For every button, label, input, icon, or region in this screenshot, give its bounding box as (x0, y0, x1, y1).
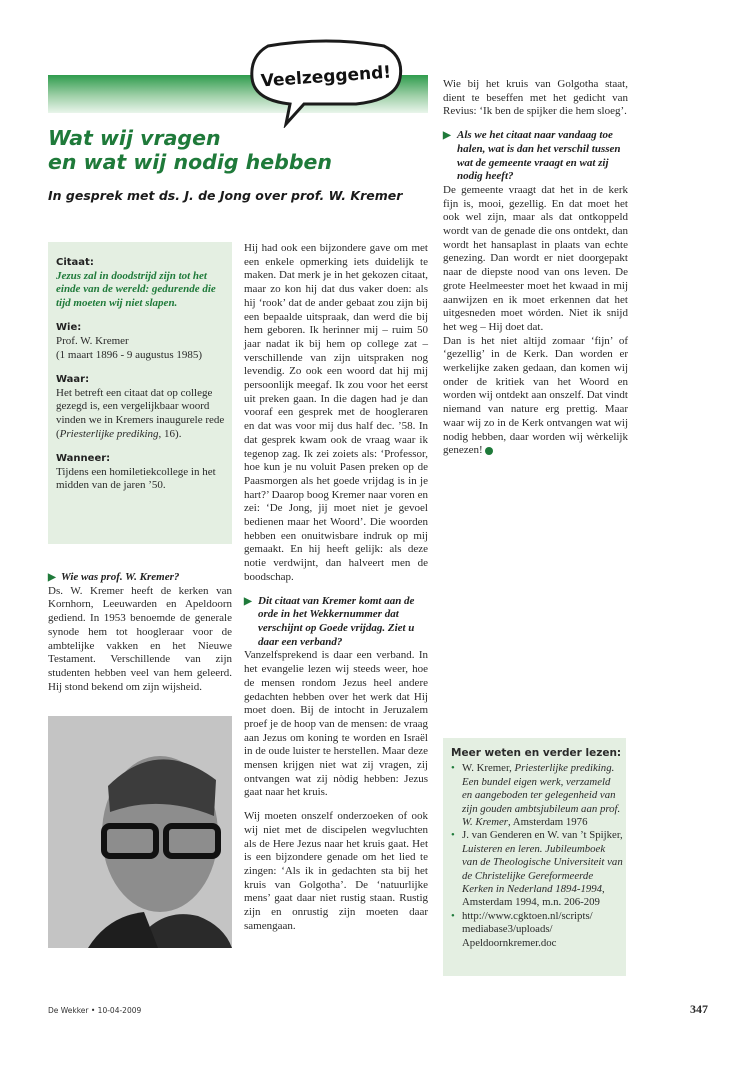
bullet-icon: • (451, 762, 455, 775)
column-2-para-2: Vanzelfsprekend is daar een verband. In het evangelie lezen wij steeds weer, hoe de mensen rondom Jezus heel andere gedachten hebben over het werk dat Hij moet doen. Bij de intocht in Jeruzalem proef je de hoop van de mensen: de vraag aan Jezus om koning te worden en Israël in de oude luister te herstellen. Maar deze mensen krijgen niet wat zij vragen, zij ontvangen wat zij nòdig hebben: Jezus gaat naar het kruis. (244, 649, 428, 799)
citaat-text: Jezus zal in doodstrijd zijn tot het einde van de wereld: gedurende die tijd moeten wij niet slapen. (56, 269, 216, 309)
wanneer-text: Tijdens een homiletiekcollege in het midden van de jaren ’50. (56, 465, 216, 492)
question-3-text: Als we het citaat naar vandaag toe halen, wat is dan het verschil tussen wat de gemeente vraagt en wat zij nodig heeft? (457, 129, 621, 183)
question-3 (443, 129, 628, 184)
reading-item-1-author: W. Kremer, (462, 762, 515, 775)
bullet-icon: • (451, 909, 455, 922)
triangle-bullet-icon: ▶ (48, 572, 56, 583)
wie-dates: (1 maart 1896 - 9 augustus 1985) (56, 348, 203, 361)
column-2-para-1: Hij had ook een bijzondere gave om met een enkele opmerking iets duidelijk te maken. Dat merk je in het gekozen citaat, maar zo kon hij dat dus vaker doen: als hij ‘rook’ dat de ander gebaat zou zijn bij een bepaalde uitspraak, dan werd die bij hem geboren. Ik herinner mij – ruim 50 jaar nadat ik bij hem op college zat – verschillende van zijn uitspraken nog levendig. Zo ook een woord dat hij mij persoonlijk meegaf. Ik zou voor het eerst uit preken gaan. In die dagen had je dan vooraf een gesprek met de hoogleraren en dat was voor mij dus half dec. ’58. In dat gesprek kwam ook de vraag waar ik tegenop zag. Ik zei zoiets als: ‘Professor, hoe kun je nu voluit Pasen preken op de Paasmorgen als het goede vrijdag is in je hart?’ Daarop boog Kremer naar voren en zei: ‘De Jong, jij moet niet je gevoel bedienen maar het Woord’. Die woorden hebben een onuitwisbare indruk op mij gemaakt. En hij heeft gelijk: als deze notie verdwijnt, dan halveert men de boodschap. (244, 242, 428, 583)
question-1 (48, 571, 232, 585)
title-line-1: Wat wij vragen (48, 126, 221, 150)
question-1-text: Wie was prof. W. Kremer? (61, 571, 180, 583)
question-2 (244, 595, 428, 650)
column-3 (443, 78, 628, 458)
page-subtitle: In gesprek met ds. J. de Jong over prof. W. Kremer (48, 188, 403, 203)
waar-label: Waar: (56, 374, 90, 386)
reading-item-1-title: Priesterlijke prediking. Een bundel eigen werk, verzameld en aangeboden ter gelegenheid van zijn gouden ambtsjubileum aan prof. W. Kremer (462, 762, 621, 829)
portrait-photo (48, 716, 232, 948)
triangle-bullet-icon: ▶ (443, 130, 451, 142)
title-line-2: en wat wij nodig hebben (48, 150, 333, 174)
reading-item (451, 762, 623, 829)
wie-label: Wie: (56, 322, 82, 334)
reading-item-2-author: J. van Genderen en W. van ’t Spijker, (462, 829, 623, 842)
end-dot-icon (485, 447, 493, 455)
page-number: 347 (690, 1002, 708, 1016)
reading-item-3-link[interactable]: http://www.cgktoen.nl/scripts/ mediabase3/uploads/ Apeldoornkremer.doc (462, 909, 593, 949)
column-3-para-2: De gemeente vraagt dat het in de kerk fijn is, mooi, gezellig. En dat moet het ook wel zijn, maar als dat ontkoppeld wordt van de genade die ons ontdekt, dan wordt het hansaplast in plaats van echte genezing. Dan wordt er niet doorgepakt naar de diepste nood van ons leven. De grote Heelmeester moet het kwaad in mij aanwijzen en ik moet erkennen dat het uitgesneden moet wórden. Niet ik snijd het weg – Hij doet dat. (443, 183, 628, 333)
reading-item-2-title: Luisteren en leren. Jubileumboek van de Theologische Universiteit van de Christelijke Gereformeerde Kerken in Nederland 1894-1994 (462, 842, 623, 896)
waar-italic: Priesterlijke prediking (59, 427, 159, 440)
speech-bubble (246, 38, 406, 128)
reading-item (451, 829, 623, 909)
column-3-para-3 (443, 335, 628, 458)
reading-item-1-end: , Amsterdam 1976 (508, 816, 588, 829)
quote-box (48, 242, 232, 544)
bullet-icon: • (451, 829, 455, 842)
reading-heading: Meer weten en verder lezen: (451, 747, 622, 759)
waar-text-start: Het betreft een citaat dat op college gezegd is, een vergelijkbaar woord vinden we in Kremers inaugurele rede ( (56, 386, 225, 440)
column-3-para-3-text: Dan is het niet altijd zomaar ‘fijn’ of ‘gezellig’ in de Kerk. Dan worden er werkelijke zaken gedaan, dan komen wij onder de kritiek van het Woord en worden wij ontdekt aan onszelf. Dat vindt niemand van nature erg prettig. Maar waar wij zo in de Kerk ontvangen wat wij nodig hebben, daar worden wij wèrkelijk genezen! (443, 334, 628, 457)
wanneer-label: Wanneer: (56, 453, 111, 465)
bubble-text: Veelzeggend! (260, 62, 392, 92)
reading-item (451, 910, 623, 950)
citaat-label: Citaat: (56, 257, 94, 268)
question-2-text: Dit citaat van Kremer komt aan de orde in het Wekkernummer dat verschijnt op Goede vrijdag. Ziet u daar een verband? (258, 594, 415, 648)
page-title (48, 126, 428, 174)
triangle-bullet-icon: ▶ (244, 595, 252, 607)
column-2-para-3: Wij moeten onszelf onderzoeken of ook wij niet met de discipelen wegvluchten als de Here Jezus naar het kruis gaat. Het is een bijzondere genade om het lied te zingen: ‘Als ik in gedachten sta bij het kruis van Golgotha’. De ‘natuurlijke mens’ gaat daar niet rustig staan. Rustig zijn en onrustig zijn moeten daar samengaan. (244, 810, 428, 932)
column-1 (48, 571, 232, 694)
column-2 (244, 242, 428, 933)
column-1-text: Ds. W. Kremer heeft de kerken van Kornhorn, Leeuwarden en Apeldoorn gediend. In 1953 benoemde de generale synode hem tot hoogleraar voor de ambtelijke vakken en het Nieuwe Testament. Verschillende van zijn studenten hebben veel van hem geleerd. Hij stond bekend om zijn wijsheid. (48, 584, 232, 693)
footer-source: De Wekker • 10-04-2009 (48, 1006, 142, 1015)
portrait-illustration (48, 716, 232, 948)
wie-name: Prof. W. Kremer (56, 334, 129, 347)
reading-item-2-end: , Amsterdam 1994, m.n. 206-209 (462, 883, 605, 909)
reading-box (443, 738, 626, 976)
waar-text-end: , 16). (158, 427, 182, 440)
column-3-para-1: Wie bij het kruis van Golgotha staat, dient te beseffen met het gedicht van Revius: ‘Ik ben de spijker die hem sloeg’. (443, 78, 628, 118)
waar-text (56, 387, 226, 441)
